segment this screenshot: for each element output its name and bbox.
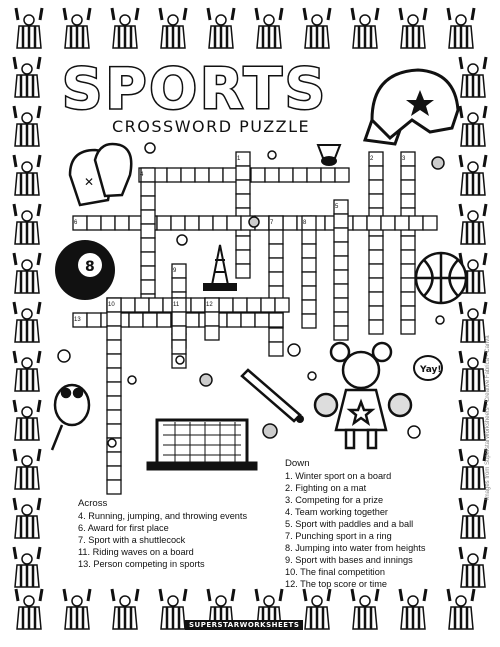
- across-clue: 6. Award for first place: [78, 523, 169, 533]
- clue-number: 8: [303, 220, 307, 226]
- eight-ball-icon: [55, 240, 115, 300]
- clue-number: 10: [108, 302, 115, 308]
- clue-number: 9: [173, 268, 177, 274]
- down-clue: 1. Winter sport on a board: [285, 471, 392, 481]
- down-clue: 8. Jumping into water from heights: [285, 543, 426, 553]
- down-clue: 4. Team working together: [285, 507, 388, 517]
- down-clue: 5. Sport with paddles and a ball: [285, 519, 414, 529]
- down-clue: 2. Fighting on a mat: [285, 483, 367, 493]
- across-clue: 7. Sport with a shuttlecock: [78, 535, 186, 545]
- across-clue: 13. Person competing in sports: [78, 559, 205, 569]
- baseball-bat-icon: [242, 370, 304, 423]
- clue-number: 7: [270, 220, 274, 226]
- down-clue: 3. Competing for a prize: [285, 495, 384, 505]
- down-heading: Down: [285, 458, 310, 469]
- speech-bubble-text: Yay!: [420, 365, 442, 375]
- down-clue: 9. Sport with bases and innings: [285, 555, 413, 565]
- page-subtitle: CROSSWORD PUZZLE: [112, 117, 311, 136]
- training-cone-icon: [204, 245, 236, 290]
- clue-number: 4: [140, 172, 144, 178]
- clue-number: 1: [237, 156, 241, 162]
- down-clue: 12. The top score or time: [285, 579, 387, 589]
- clue-number: 6: [74, 220, 78, 226]
- clue-number: 11: [173, 302, 180, 308]
- tennis-racket-icon: [52, 385, 89, 450]
- page-title: SPORTS: [62, 57, 329, 122]
- football-helmet-icon: [365, 70, 458, 144]
- across-clue: 4. Running, jumping, and throwing events: [78, 511, 248, 521]
- boxing-gloves-icon: [70, 144, 131, 205]
- down-clue: 7. Punching sport in a ring: [285, 531, 392, 541]
- clue-number: 12: [206, 302, 213, 308]
- clue-number: 5: [335, 204, 339, 210]
- clue-number: 3: [402, 156, 406, 162]
- side-credit: Images from SuperstarWorksheets - Creative Fabrica - Canva: [485, 335, 491, 500]
- across-heading: Across: [78, 498, 108, 509]
- across-clues: [78, 498, 247, 570]
- down-clues: [285, 458, 425, 590]
- cheerleader-icon: [315, 343, 411, 448]
- svg-text:8: 8: [85, 259, 95, 275]
- clue-number: 2: [370, 156, 374, 162]
- soccer-goal-icon: [148, 420, 256, 469]
- shuttlecock-icon: [318, 145, 340, 165]
- brand-banner: SUPERSTARWORKSHEETS: [185, 620, 303, 630]
- down-clue: 10. The final competition: [285, 567, 385, 577]
- across-clue: 11. Riding waves on a board: [78, 547, 194, 557]
- clue-number: 13: [74, 317, 81, 323]
- svg-text:✕: ✕: [84, 175, 95, 189]
- basketball-icon: [416, 253, 466, 303]
